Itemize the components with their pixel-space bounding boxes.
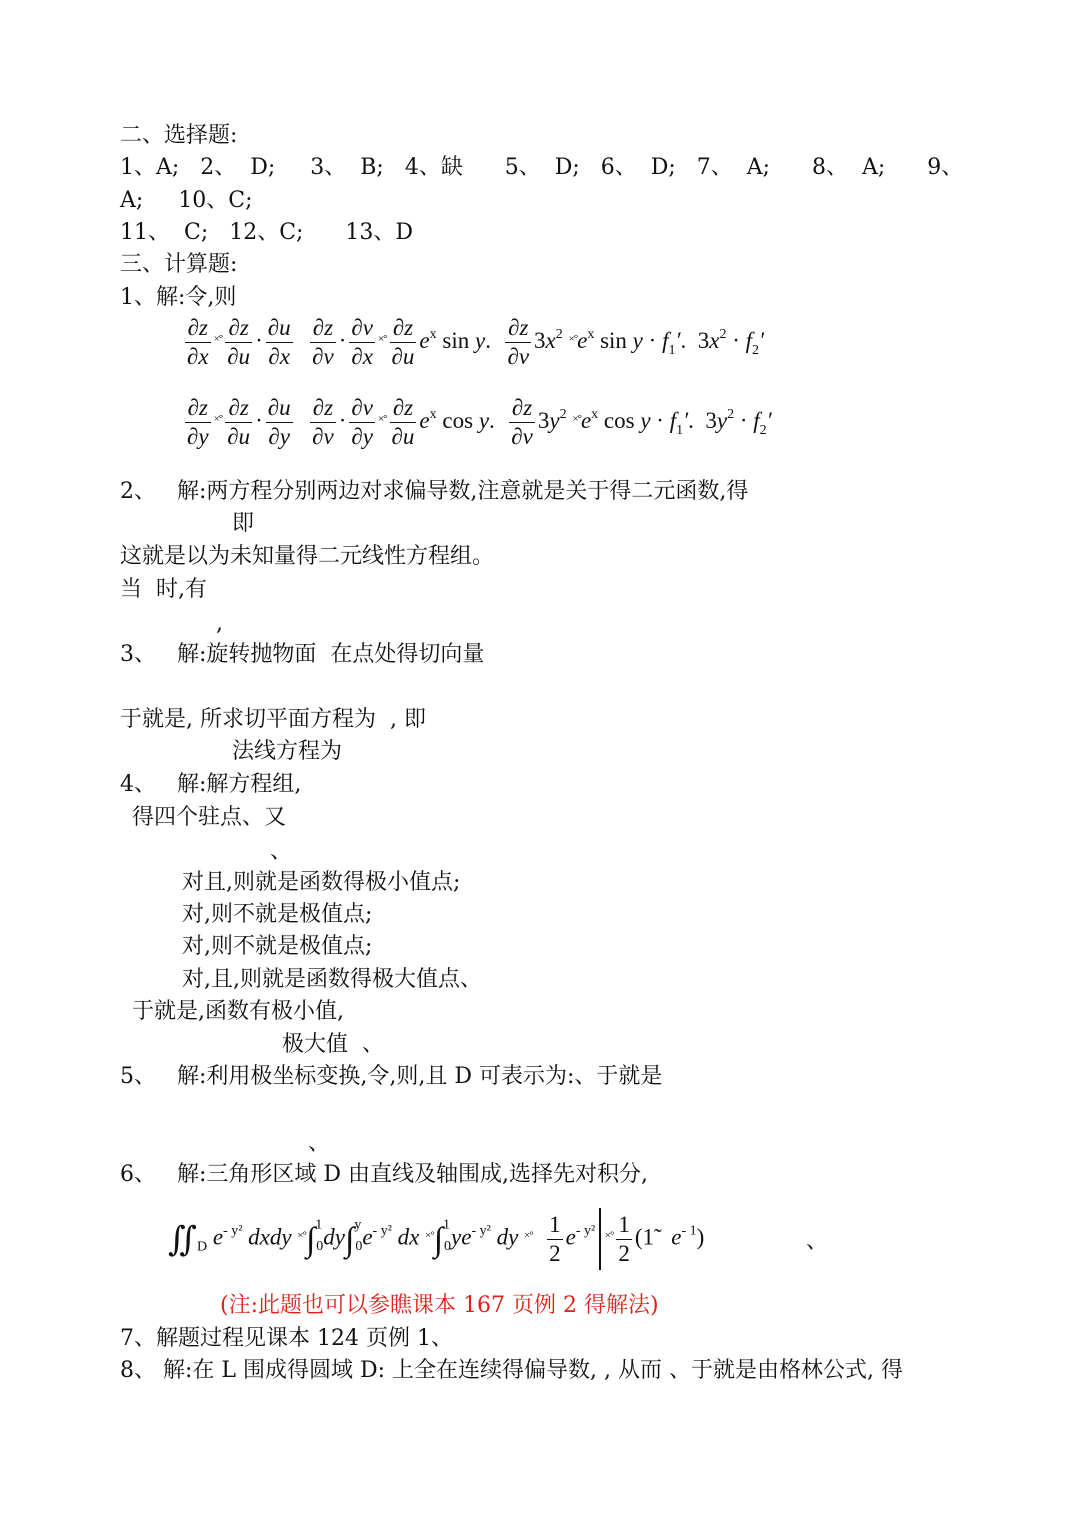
problem-6-line-1: 6、 解:三角形区域 D 由直线及轴围成,选择先对积分, — [120, 1162, 649, 1187]
problem-2-line-3: 这就是以为未知量得二元线性方程组。 — [120, 544, 495, 569]
problem-8-line-1: 8、 解:在 L 围成得圆域 D: 上全在连续得偏导数, , 从而 、于就是由格林公式, 得 — [120, 1358, 903, 1383]
problem-7-line-1: 7、解题过程见课本 124 页例 1、 — [120, 1326, 453, 1351]
problem-4-line-1: 4、 解:解方程组, — [120, 772, 302, 797]
problem-1-formula-y: $\frac{\partial z}{\partial y}$ ×° $\frac{\partial z}{\partial u}$ · $\frac{\partial u}{\partial y}$ $\frac{\partial z}{\partial v}$ · $\frac{\partial v}{\partial y}$ ×° $\frac{\partial z}{\partial u}$ $e^x$ cos y. $\frac{\partial z}{\partial v}$ $3y^2$ $^{\times^\circ}e^x$ $\cos y \cdot f_1'$. $3y^2 \cdot f_2'$ — [187, 395, 772, 449]
problem-5-line-2: 、 — [308, 1131, 331, 1156]
problem-3-line-2: 于就是, 所求切平面方程为 , 即 — [120, 707, 426, 732]
problem-4-line-4: 对且,则就是函数得极小值点; — [182, 870, 461, 895]
problem-6-tail: 、 — [806, 1229, 829, 1254]
problem-2-line-1: 2、 解:两方程分别两边对求偏导数,注意就是关于得二元函数,得 — [120, 479, 749, 504]
problem-5-line-1: 5、 解:利用极坐标变换,令,则,且 D 可表示为:、于就是 — [120, 1064, 663, 1089]
problem-2-line-5: , — [216, 611, 223, 636]
problem-1-formula-x: $\frac{\partial z}{\partial x}$ ×° $\frac{\partial z}{\partial u}$ · $\frac{\partial u}{\partial x}$ $\frac{\partial z}{\partial v}$ · $\frac{\partial v}{\partial x}$ ×° $\frac{\partial z}{\partial u}$ $e^x$ sin y. $\frac{\partial z}{\partial v}$ $3x^2$ $^{\times^\circ}e^x$ $\sin y \cdot f_1'$. $3x^2 \cdot f_2'$ — [187, 315, 765, 369]
choice-answers-line-2: A; 10、C; — [120, 188, 253, 213]
problem-3-line-1: 3、 解:旋转抛物面 在点处得切向量 — [120, 642, 485, 667]
problem-4-line-2: 得四个驻点、又 — [132, 805, 287, 830]
problem-4-line-6: 对,则不就是极值点; — [182, 934, 373, 959]
problem-6-integral: $∬_D$ $e^{- y^2}$ dxdy $^{\times^\circ}\int^1_0dy\int^y_0e^{- y^2}$ dx $^{\times^\circ}\int^1_0ye^{- y^2}$ dy ×° $\frac{1}{2}$ $e^{- y^2}$ ×° $\frac{1}{2}$ (1̃ $e^{- 1}$) — [168, 1208, 704, 1270]
section-heading-choice: 二、选择题: — [120, 123, 238, 148]
problem-4-line-5: 对,则不就是极值点; — [182, 902, 373, 927]
problem-4-line-8: 于就是,函数有极小值, — [132, 999, 344, 1024]
section-heading-calc: 三、计算题: — [120, 252, 238, 277]
problem-2-line-2: 即 — [232, 511, 255, 536]
choice-answers-line-1: 1、A; 2、 D; 3、 B; 4、缺 5、 D; 6、 D; 7、 A; 8、 A; 9、 — [120, 155, 964, 180]
choice-answers-line-3: 11、 C; 12、C; 13、D — [120, 220, 414, 245]
problem-4-line-3: 、 — [270, 839, 293, 864]
problem-4-line-9: 极大值 、 — [282, 1032, 384, 1057]
problem-1-intro: 1、解:令,则 — [120, 285, 237, 310]
problem-6-note: (注:此题也可以参瞧课本 167 页例 2 得解法) — [220, 1293, 659, 1318]
problem-4-line-7: 对,且,则就是函数得极大值点、 — [182, 967, 482, 992]
problem-2-line-4: 当 时,有 — [120, 577, 207, 602]
problem-3-line-3: 法线方程为 — [232, 739, 343, 764]
